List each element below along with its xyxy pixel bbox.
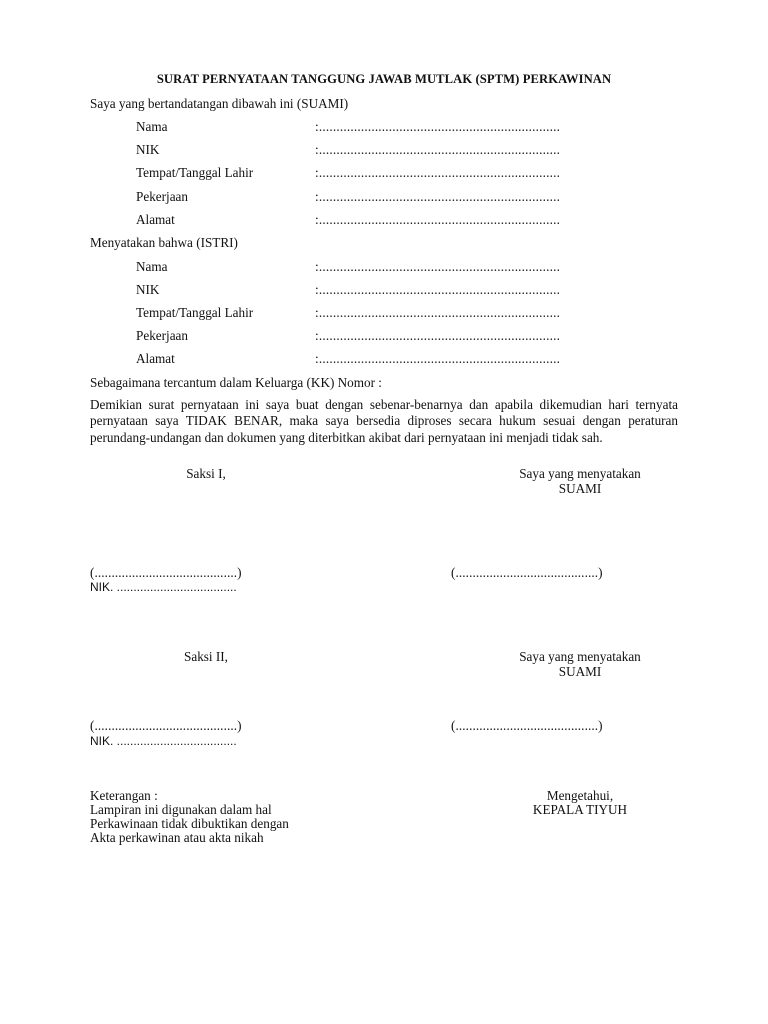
intro-suami: Saya yang bertandatangan dibawah ini (SUAMI) [90,96,349,111]
istri-nik-label: NIK [136,282,160,297]
suami-sign-line-1: (..........................................) [451,565,603,580]
keterangan-line-2: Perkawinaan tidak dibuktikan dengan [90,816,289,831]
document-title: SURAT PERNYATAAN TANGGUNG JAWAB MUTLAK (SPTM) PERKAWINAN [156,72,612,86]
keterangan-line-1: Lampiran ini digunakan dalam hal [90,802,272,817]
suami-sign-line-2: (..........................................) [451,718,603,733]
istri-ttl-label: Tempat/Tanggal Lahir [136,305,254,320]
suami-nik-dots: :..................................................................... [315,142,561,157]
saksi-2-nik-line: NIK. .................................... [90,734,237,748]
mengetahui-label: Mengetahui, [546,788,614,803]
istri-nik-dots: :..................................................................... [315,282,561,297]
suami-alamat-dots: :..................................................................... [315,212,561,227]
kepala-tiyuh-label: KEPALA TIYUH [532,802,628,817]
suami-label-2: SUAMI [558,664,602,679]
istri-alamat-dots: :..................................................................... [315,351,561,366]
menyatakan-label-2: Saya yang menyatakan [519,649,641,664]
saksi-2-label: Saksi II, [184,649,228,664]
istri-nama-label: Nama [136,259,168,274]
keterangan-label: Keterangan : [90,788,158,803]
istri-ttl-dots: :..................................................................... [315,305,561,320]
istri-pekerjaan-label: Pekerjaan [136,328,188,343]
intro-istri: Menyatakan bahwa (ISTRI) [90,235,238,250]
statement-paragraph: Demikian surat pernyataan ini saya buat dengan sebenar-benarnya dan apabila dikemudian hari ternyata pernyataan saya TIDAK BENAR, maka saya bersedia diproses secara hukum sesuai dengan peraturan perundang-undangan dan dokumen yang diterbitkan akibat dari pernyataan ini menjadi tidak sah. [90,397,678,445]
saksi-1-nik-line: NIK. .................................... [90,580,237,594]
istri-nama-dots: :..................................................................... [315,259,561,274]
menyatakan-label-1: Saya yang menyatakan [519,466,641,481]
saksi-1-label: Saksi I, [186,466,226,481]
saksi-2-sign-line: (..........................................) [90,718,242,733]
suami-nik-label: NIK [136,142,160,157]
suami-nama-dots: :..................................................................... [315,119,561,134]
suami-ttl-label: Tempat/Tanggal Lahir [136,165,254,180]
suami-alamat-label: Alamat [136,212,175,227]
istri-alamat-label: Alamat [136,351,175,366]
saksi-1-sign-line: (..........................................) [90,565,242,580]
keterangan-line-3: Akta perkawinan atau akta nikah [90,830,264,845]
suami-label-1: SUAMI [558,481,602,496]
istri-pekerjaan-dots: :..................................................................... [315,328,561,343]
suami-pekerjaan-dots: :..................................................................... [315,189,561,204]
suami-pekerjaan-label: Pekerjaan [136,189,188,204]
suami-ttl-dots: :..................................................................... [315,165,561,180]
suami-nama-label: Nama [136,119,168,134]
kk-line: Sebagaimana tercantum dalam Keluarga (KK) Nomor : [90,375,382,390]
